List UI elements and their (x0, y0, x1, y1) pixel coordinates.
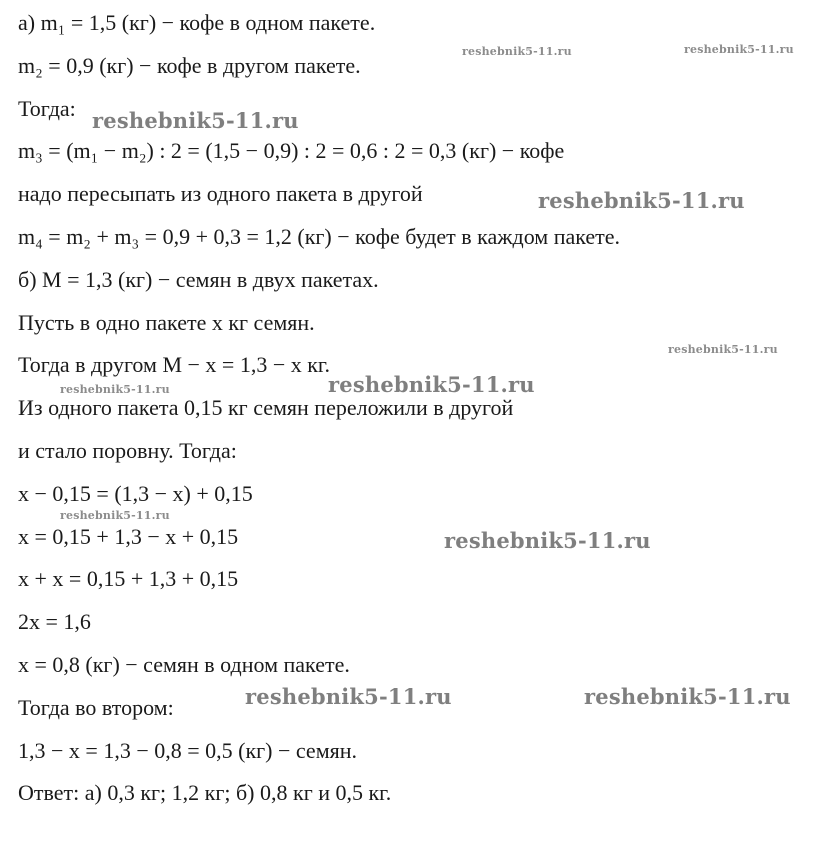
solution-line-18: 1,3 − x = 1,3 − 0,8 = 0,5 (кг) − семян. (18, 738, 358, 763)
watermark: reshebnik5-11.ru (462, 45, 572, 58)
solution-line-13: x = 0,15 + 1,3 − x + 0,15 (18, 524, 239, 549)
solution-line-7: б) M = 1,3 (кг) − семян в двух пакетах. (18, 267, 379, 292)
solution-line-17: Тогда во втором: (18, 695, 174, 720)
watermark: reshebnik5-11.ru (584, 684, 791, 709)
solution-line-4: m₃ = (m₁ − m₂) : 2 = (1,5 − 0,9) : 2 = 0,6 : 2 = 0,3 (кг) − кофе (18, 138, 565, 163)
solution-line-5: надо пересыпать из одного пакета в другой (18, 181, 423, 206)
solution-line-1: а) m₁ = 1,5 (кг) − кофе в одном пакете. (18, 10, 376, 35)
watermark: reshebnik5-11.ru (328, 372, 535, 397)
solution-line-11: и стало поровну. Тогда: (18, 438, 237, 463)
watermark: reshebnik5-11.ru (92, 108, 299, 133)
watermark: reshebnik5-11.ru (60, 509, 170, 522)
watermark: reshebnik5-11.ru (684, 43, 794, 56)
solution-line-6: m₄ = m₂ + m₃ = 0,9 + 0,3 = 1,2 (кг) − кофе будет в каждом пакете. (18, 224, 621, 249)
solution-line-19: Ответ: а) 0,3 кг; 1,2 кг; б) 0,8 кг и 0,5 кг. (18, 780, 392, 805)
solution-line-9: Тогда в другом M − x = 1,3 − x кг. (18, 352, 330, 377)
watermark: reshebnik5-11.ru (444, 528, 651, 553)
solution-line-14: x + x = 0,15 + 1,3 + 0,15 (18, 566, 239, 591)
solution-line-8: Пусть в одно пакете x кг семян. (18, 310, 315, 335)
solution-line-10: Из одного пакета 0,15 кг семян переложили в другой (18, 395, 514, 420)
watermark: reshebnik5-11.ru (538, 188, 745, 213)
watermark: reshebnik5-11.ru (668, 343, 778, 356)
solution-line-16: x = 0,8 (кг) − семян в одном пакете. (18, 652, 350, 677)
watermark: reshebnik5-11.ru (245, 684, 452, 709)
solution-line-3: Тогда: (18, 96, 76, 121)
solution-line-2: m₂ = 0,9 (кг) − кофе в другом пакете. (18, 53, 361, 78)
watermark: reshebnik5-11.ru (60, 383, 170, 396)
solution-line-12: x − 0,15 = (1,3 − x) + 0,15 (18, 481, 253, 506)
solution-line-15: 2x = 1,6 (18, 609, 91, 634)
